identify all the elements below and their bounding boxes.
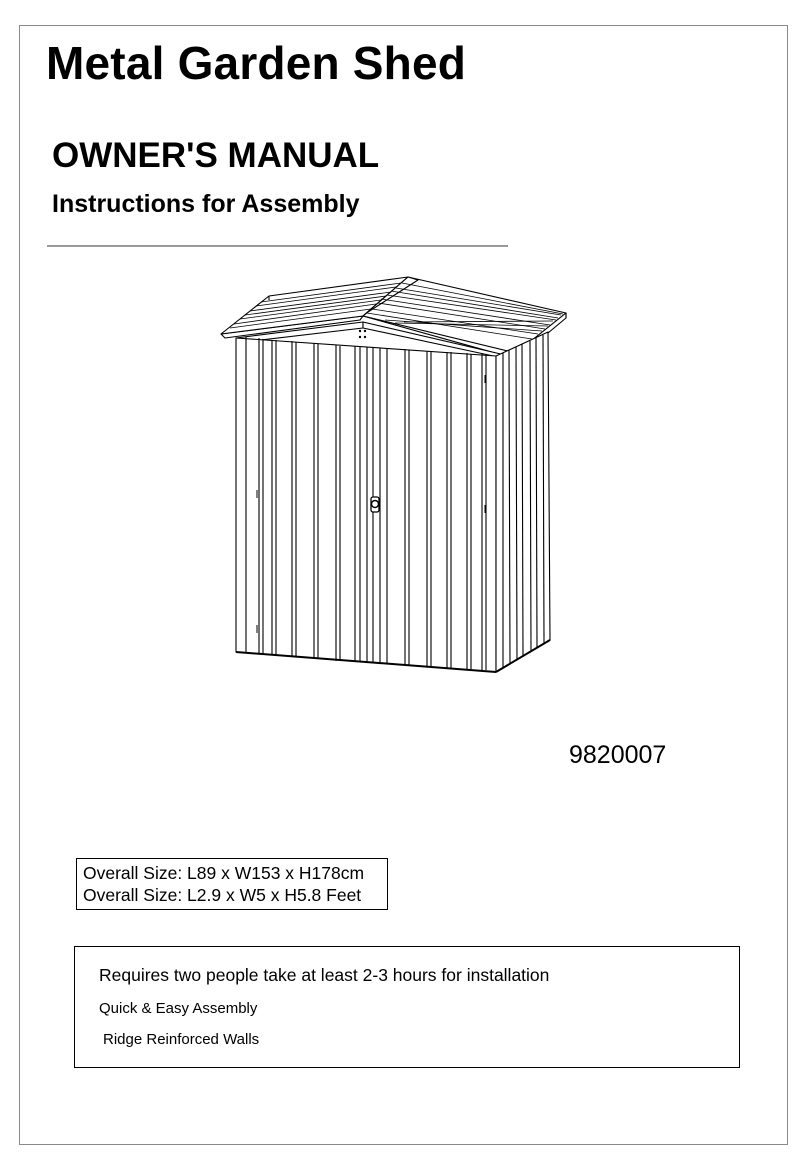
installation-info-box <box>74 946 740 1068</box>
size-imperial: Overall Size: L2.9 x W5 x H5.8 Feet <box>83 885 362 905</box>
door-handle-icon <box>371 497 379 512</box>
installation-requirement: Requires two people take at least 2-3 hours for installation <box>99 965 550 985</box>
size-metric: Overall Size: L89 x W153 x H178cm <box>83 863 365 883</box>
shed-front-wall <box>236 337 496 672</box>
manual-heading: OWNER'S MANUAL <box>52 136 380 175</box>
shed-illustration-icon <box>210 268 580 688</box>
feature-easy-assembly: Quick & Easy Assembly <box>99 1000 258 1017</box>
heading-divider <box>47 245 508 247</box>
model-number: 9820007 <box>569 741 667 769</box>
shed-side-wall <box>496 332 550 672</box>
gable-bolts <box>359 330 366 338</box>
overall-size-box <box>76 858 388 910</box>
manual-subheading: Instructions for Assembly <box>52 190 360 218</box>
document-title: Metal Garden Shed <box>46 37 467 89</box>
feature-reinforced-walls: Ridge Reinforced Walls <box>103 1031 260 1048</box>
